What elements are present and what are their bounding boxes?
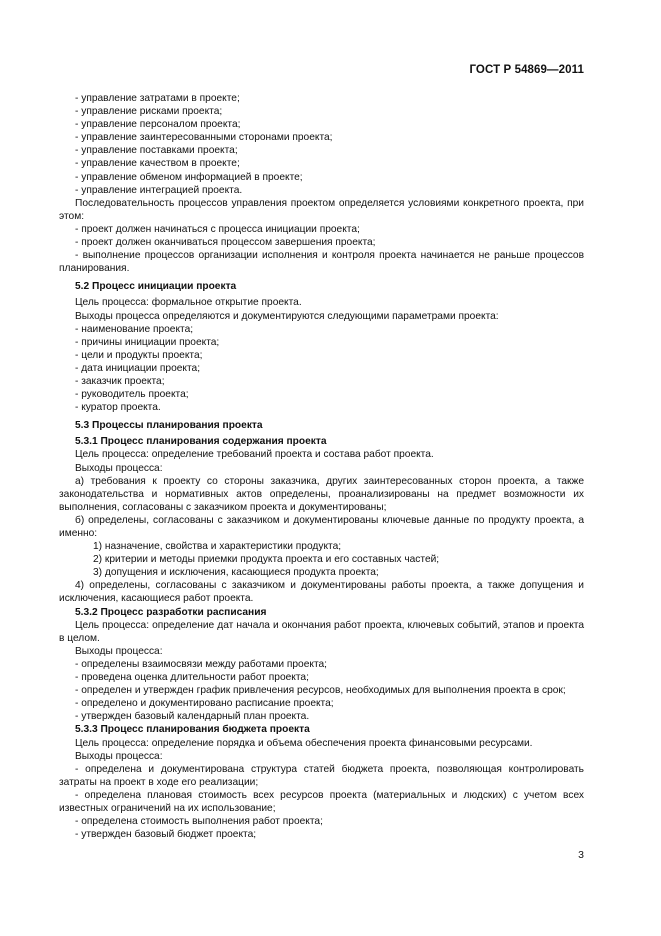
section-heading: 5.2 Процесс инициации проекта [75, 281, 237, 293]
paragraph: Выходы процесса: [75, 645, 163, 657]
paragraph: - проект должен оканчиваться процессом завершения проекта; [75, 237, 376, 249]
paragraph: - куратор проекта. [75, 402, 161, 414]
paragraph: - управление затратами в проекте; [75, 93, 240, 104]
paragraph: - выполнение процессов организации исполнения и контроля проекта начинается не раньше процессов планирования. [59, 250, 584, 275]
paragraph: - проект должен начинаться с процесса инициации проекта; [75, 223, 360, 235]
paragraph: Цель процесса: формальное открытие проекта. [75, 297, 302, 309]
paragraph: Цель процесса: определение требований проекта и состава работ проекта. [75, 449, 434, 461]
paragraph: - утвержден базовый календарный план проекта. [75, 711, 310, 723]
section-heading: 5.3.2 Процесс разработки расписания [75, 606, 267, 618]
section-heading: 5.3.3 Процесс планирования бюджета проекта [75, 724, 310, 736]
paragraph: Выходы процесса определяются и документируются следующими параметрами проекта: [75, 310, 499, 322]
paragraph: - утвержден базовый бюджет проекта; [75, 829, 257, 841]
paragraph: - причины инициации проекта; [75, 336, 220, 348]
page-number: 3 [578, 849, 584, 861]
paragraph: 4) определены, согласованы с заказчиком и документированы работы проекта, а также допущения и исключения, касающиеся работ проекта. [59, 580, 584, 605]
paragraph: - определена и документирована структура статей бюджета проекта, позволяющая контролировать затраты на проект в ходе его реализации; [59, 763, 584, 788]
paragraph: а) требования к проекту со стороны заказчика, других заинтересованных сторон проекта, а также законодательства и нормативных актов определены, проанализированы на предмет возможности их выполнения, согласованы с заказчиком проекта и документированы; [59, 475, 584, 513]
paragraph: - руководитель проекта; [75, 389, 189, 401]
paragraph: - управление обменом информацией в проекте; [75, 171, 303, 183]
section-heading: 5.3.1 Процесс планирования содержания проекта [75, 436, 327, 448]
document-code-header: ГОСТ Р 54869—2011 [469, 64, 584, 76]
paragraph: - наименование проекта; [75, 323, 194, 335]
paragraph: Цель процесса: определение дат начала и окончания работ проекта, ключевых событий, этапов и проекта в целом. [59, 619, 584, 644]
paragraph: - заказчик проекта; [75, 375, 165, 387]
paragraph: - проведена оценка длительности работ проекта; [75, 672, 309, 684]
paragraph: - управление качеством в проекте; [75, 158, 240, 170]
paragraph: - управление рисками проекта; [75, 106, 223, 118]
paragraph: 3) допущения и исключения, касающиеся продукта проекта; [93, 567, 379, 579]
paragraph: - дата инициации проекта; [75, 362, 201, 374]
paragraph: - управление заинтересованными сторонами проекта; [75, 132, 333, 144]
paragraph: 2) критерии и методы приемки продукта проекта и его составных частей; [93, 554, 440, 566]
paragraph: - определен и утвержден график привлечения ресурсов, необходимых для выполнения проекта в срок; [75, 685, 566, 697]
paragraph: - цели и продукты проекта; [75, 349, 203, 361]
paragraph: - определено и документировано расписание проекта; [75, 698, 334, 710]
paragraph: - управление поставками проекта; [75, 145, 238, 157]
section-heading: 5.3 Процессы планирования проекта [75, 420, 263, 432]
paragraph: - управление интеграцией проекта. [75, 184, 243, 196]
paragraph: - определена стоимость выполнения работ проекта; [75, 816, 323, 828]
paragraph: б) определены, согласованы с заказчиком и документированы ключевые данные по продукту проекта, а именно: [59, 514, 584, 539]
paragraph: - определены взаимосвязи между работами проекта; [75, 658, 327, 670]
paragraph: - определена плановая стоимость всех ресурсов проекта (материальных и людских) с учетом всех известных ограничений на их использование; [59, 789, 584, 814]
paragraph: Выходы процесса: [75, 750, 163, 762]
paragraph: Цель процесса: определение порядка и объема обеспечения проекта финансовыми ресурсами. [75, 737, 533, 749]
document-body [59, 92, 584, 841]
paragraph: Последовательность процессов управления проектом определяется условиями конкретного проекта, при этом: [59, 197, 584, 222]
paragraph: 1) назначение, свойства и характеристики продукта; [93, 541, 342, 553]
paragraph: - управление персоналом проекта; [75, 119, 241, 131]
paragraph: Выходы процесса: [75, 462, 163, 474]
